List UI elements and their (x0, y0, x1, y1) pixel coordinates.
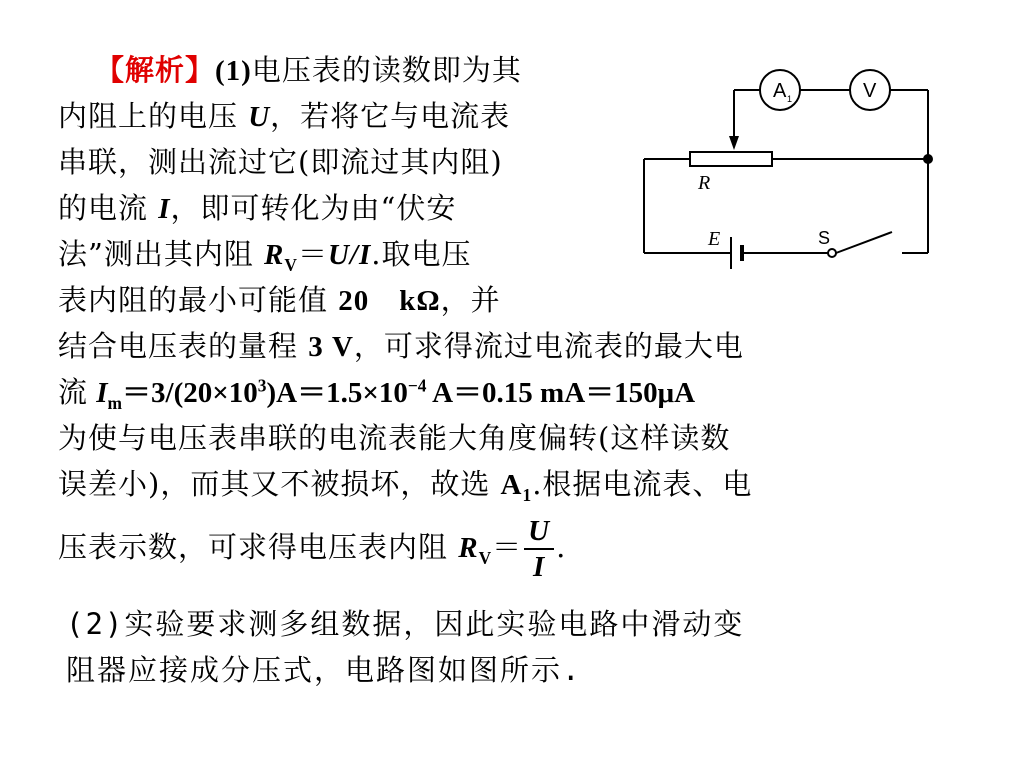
line-7: 结合电压表的量程 3 V，可求得流过电流表的最大电 (58, 329, 744, 363)
line-3: 串联，测出流过它(即流过其内阻) (58, 145, 503, 179)
analysis-tag: 【解析】 (95, 53, 216, 87)
switch-contact-icon (828, 249, 836, 257)
line-1: 【解析】(1)电压表的读数即为其 (95, 53, 522, 87)
line-2: 内阻上的电压 U，若将它与电流表 (58, 99, 511, 133)
ammeter-label: A (773, 80, 787, 102)
line-6: 表内阻的最小可能值 20 kΩ，并 (58, 283, 501, 317)
voltmeter-label: V (863, 80, 877, 102)
line-9: 为使与电压表串联的电流表能大角度偏转(这样读数 (58, 421, 731, 455)
switch-label: S (818, 228, 831, 248)
battery-label: E (708, 228, 721, 250)
ammeter-sub: 1 (787, 94, 793, 104)
junction-dot-icon (923, 154, 933, 164)
line-8: 流 $I_m=3/(20\times 10^3)A=1.5\times 10^{-4}$ A＝0.15 mA＝150μA (58, 375, 696, 413)
fraction-u-over-i: $\frac{U}{I}$ (524, 514, 554, 584)
line-5: 法”测出其内阻 $R_V=U/I$.取电压 (58, 237, 472, 275)
part2-line-2: 阻器应接成分压式，电路图如图所示. (66, 653, 582, 687)
switch-blade (836, 232, 892, 253)
rheostat-label: R (698, 172, 711, 194)
line-11: 压表示数，可求得电压表内阻 $R_V=$ $\frac{U}{I}$ . (58, 515, 567, 583)
rheostat-body (690, 152, 772, 166)
circuit-diagram (640, 62, 950, 284)
line-10: 误差小)，而其又不被损坏，故选 $A_1$.根据电流表、电 (58, 467, 753, 505)
line-4: 的电流 I，即可转化为由“伏安 (58, 191, 457, 225)
part2-line-1: (2)实验要求测多组数据，因此实验电路中滑动变 (66, 607, 745, 641)
slider-arrow-icon (729, 136, 739, 150)
